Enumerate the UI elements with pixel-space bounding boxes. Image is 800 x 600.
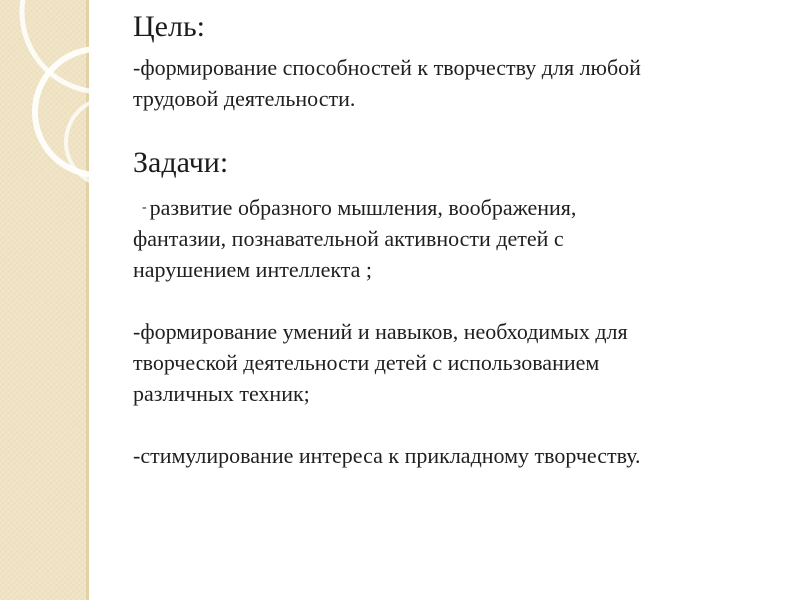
goal-text-line-1: -формирование способностей к творчеству для любой: [133, 55, 641, 80]
goal-text-line-2: трудовой деятельности.: [133, 86, 356, 111]
tasks-heading: Задачи:: [133, 146, 229, 179]
task-item-2: [133, 316, 783, 409]
task-1-line-1: [133, 192, 783, 223]
task-2-line-1: -формирование умений и навыков, необходимых для: [133, 319, 628, 344]
spacer: [133, 285, 783, 316]
task-1-line-1-text: развитие образного мышления, воображения,: [149, 195, 577, 220]
task-1-dash: -: [142, 200, 147, 215]
task-1-line-2: фантазии, познавательной активности детей с: [133, 226, 564, 251]
task-2-line-3: различных техник;: [133, 381, 310, 406]
slide-content: [133, 10, 783, 471]
task-3-line-1: -стимулирование интереса к прикладному творчеству.: [133, 443, 641, 468]
task-2-line-2: творческой деятельности детей с использованием: [133, 350, 600, 375]
goal-text: [133, 52, 783, 114]
goal-heading: Цель:: [133, 10, 205, 43]
spacer: [133, 409, 783, 440]
task-1-line-3: нарушением интеллекта ;: [133, 257, 372, 282]
task-item-3: [133, 440, 783, 471]
task-item-1: [133, 192, 783, 285]
